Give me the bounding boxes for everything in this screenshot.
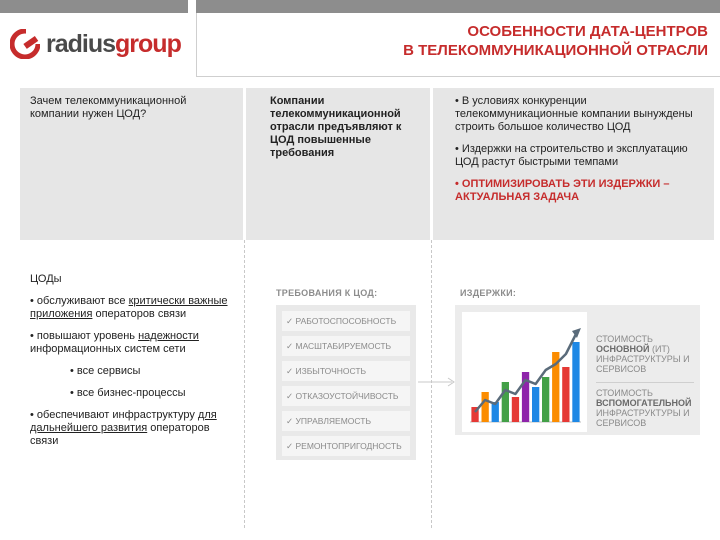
logo-radius-text: radius bbox=[46, 30, 116, 58]
chart-bar bbox=[572, 342, 579, 422]
cost-label-2-pre: СТОИМОСТЬ bbox=[596, 388, 653, 398]
requirements-title: ТРЕБОВАНИЯ К ЦОД: bbox=[276, 288, 378, 298]
chart-bar bbox=[562, 367, 569, 422]
cost-point-3: • ОПТИМИЗИРОВАТЬ ЭТИ ИЗДЕРЖКИ – АКТУАЛЬНАЯ ЗАДАЧА bbox=[455, 178, 670, 203]
cost-point-2: • Издержки на строительство и эксплуатацию ЦОД растут быстрыми темпами bbox=[455, 143, 688, 168]
dc-bullet-1 bbox=[30, 295, 235, 321]
title-divider-horizontal bbox=[196, 76, 720, 77]
cost-points bbox=[455, 95, 705, 213]
requirement-item: ✓ РАБОТОСПОСОБНОСТЬ bbox=[282, 311, 410, 331]
cost-divider bbox=[596, 382, 694, 383]
dc-bullet-2-pre: • повышают уровень bbox=[30, 330, 139, 342]
dc-role-list bbox=[30, 273, 235, 457]
chart-bar bbox=[542, 377, 549, 422]
dc-sub-bullet-1: • все сервисы bbox=[70, 365, 141, 377]
costs-chart bbox=[462, 312, 587, 432]
cost-label-1 bbox=[596, 334, 696, 374]
top-bar-right bbox=[196, 0, 720, 13]
costs-chart-svg bbox=[462, 312, 587, 432]
cost-label-1-post: (ИТ) ИНФРАСТРУКТУРЫ И СЕРВИСОВ bbox=[596, 344, 690, 374]
dc-bullet-1-emphasis: критически важные приложения bbox=[30, 295, 228, 320]
top-bar-left bbox=[0, 0, 188, 13]
dc-bullet-1-post: операторов связи bbox=[92, 308, 187, 320]
chart-bar bbox=[532, 387, 539, 422]
dc-bullet-2-emphasis: надежности bbox=[138, 330, 199, 342]
logo-mark-icon bbox=[10, 29, 40, 59]
question-text: Зачем телекоммуникационной компании нужен ЦОД? bbox=[30, 95, 187, 120]
page-title-line2: В ТЕЛЕКОММУНИКАЦИОННОЙ ОТРАСЛИ bbox=[403, 42, 708, 59]
dc-bullet-3 bbox=[30, 409, 235, 448]
requirement-item: ✓ ОТКАЗОУСТОЙЧИВОСТЬ bbox=[282, 386, 410, 406]
requirement-item: ✓ МАСШТАБИРУЕМОСТЬ bbox=[282, 336, 410, 356]
costs-title: ИЗДЕРЖКИ: bbox=[460, 288, 517, 298]
requirement-item: ✓ ИЗБЫТОЧНОСТЬ bbox=[282, 361, 410, 381]
chart-bar bbox=[482, 392, 489, 422]
requirements-panel bbox=[276, 305, 416, 460]
chart-bar bbox=[512, 397, 519, 422]
cost-label-2-bold: ВСПОМОГАТЕЛЬНОЙ bbox=[596, 398, 692, 408]
title-divider-vertical bbox=[196, 13, 197, 77]
requirements-claim: Компании телекоммуникационной отрасли предъявляют к ЦОД повышенные требования bbox=[270, 95, 402, 159]
dc-bullet-3-pre: • обеспечивают инфраструктуру bbox=[30, 409, 198, 421]
page-title-line1: ОСОБЕННОСТИ ДАТА-ЦЕНТРОВ bbox=[467, 23, 708, 40]
cost-point-1: • В условиях конкуренции телекоммуникационные компании вынуждены строить большое количество ЦОД bbox=[455, 95, 693, 133]
cost-label-1-bold: ОСНОВНОЙ bbox=[596, 344, 650, 354]
page-title bbox=[403, 22, 708, 60]
dc-bullet-1-pre: • обслуживают все bbox=[30, 295, 129, 307]
logo-group-text: group bbox=[115, 30, 181, 58]
chart-bar bbox=[502, 382, 509, 422]
band-separator-1 bbox=[243, 88, 246, 240]
cost-label-2 bbox=[596, 388, 696, 428]
dc-bullet-2 bbox=[30, 330, 235, 356]
logo-text bbox=[46, 29, 181, 59]
requirement-item: ✓ УПРАВЛЯЕМОСТЬ bbox=[282, 411, 410, 431]
arrow-right-icon bbox=[418, 375, 458, 389]
cost-label-1-pre: СТОИМОСТЬ bbox=[596, 334, 653, 344]
band-separator-2 bbox=[430, 88, 433, 240]
dc-sub-bullet-2: • все бизнес-процессы bbox=[70, 387, 186, 399]
chart-trend-arrowhead bbox=[572, 328, 581, 338]
dc-bullet-3-post: операторов связи bbox=[30, 422, 210, 447]
dc-bullet-2-post: информационных систем сети bbox=[30, 343, 186, 355]
requirement-item: ✓ РЕМОНТОПРИГОДНОСТЬ bbox=[282, 436, 410, 456]
logo bbox=[10, 28, 181, 60]
cost-label-2-post: ИНФРАСТРУКТУРЫ И СЕРВИСОВ bbox=[596, 408, 690, 428]
dc-heading: ЦОДы bbox=[30, 273, 62, 285]
dc-bullet-3-emphasis: для дальнейшего развития bbox=[30, 409, 217, 434]
dashed-divider-1 bbox=[244, 240, 245, 528]
